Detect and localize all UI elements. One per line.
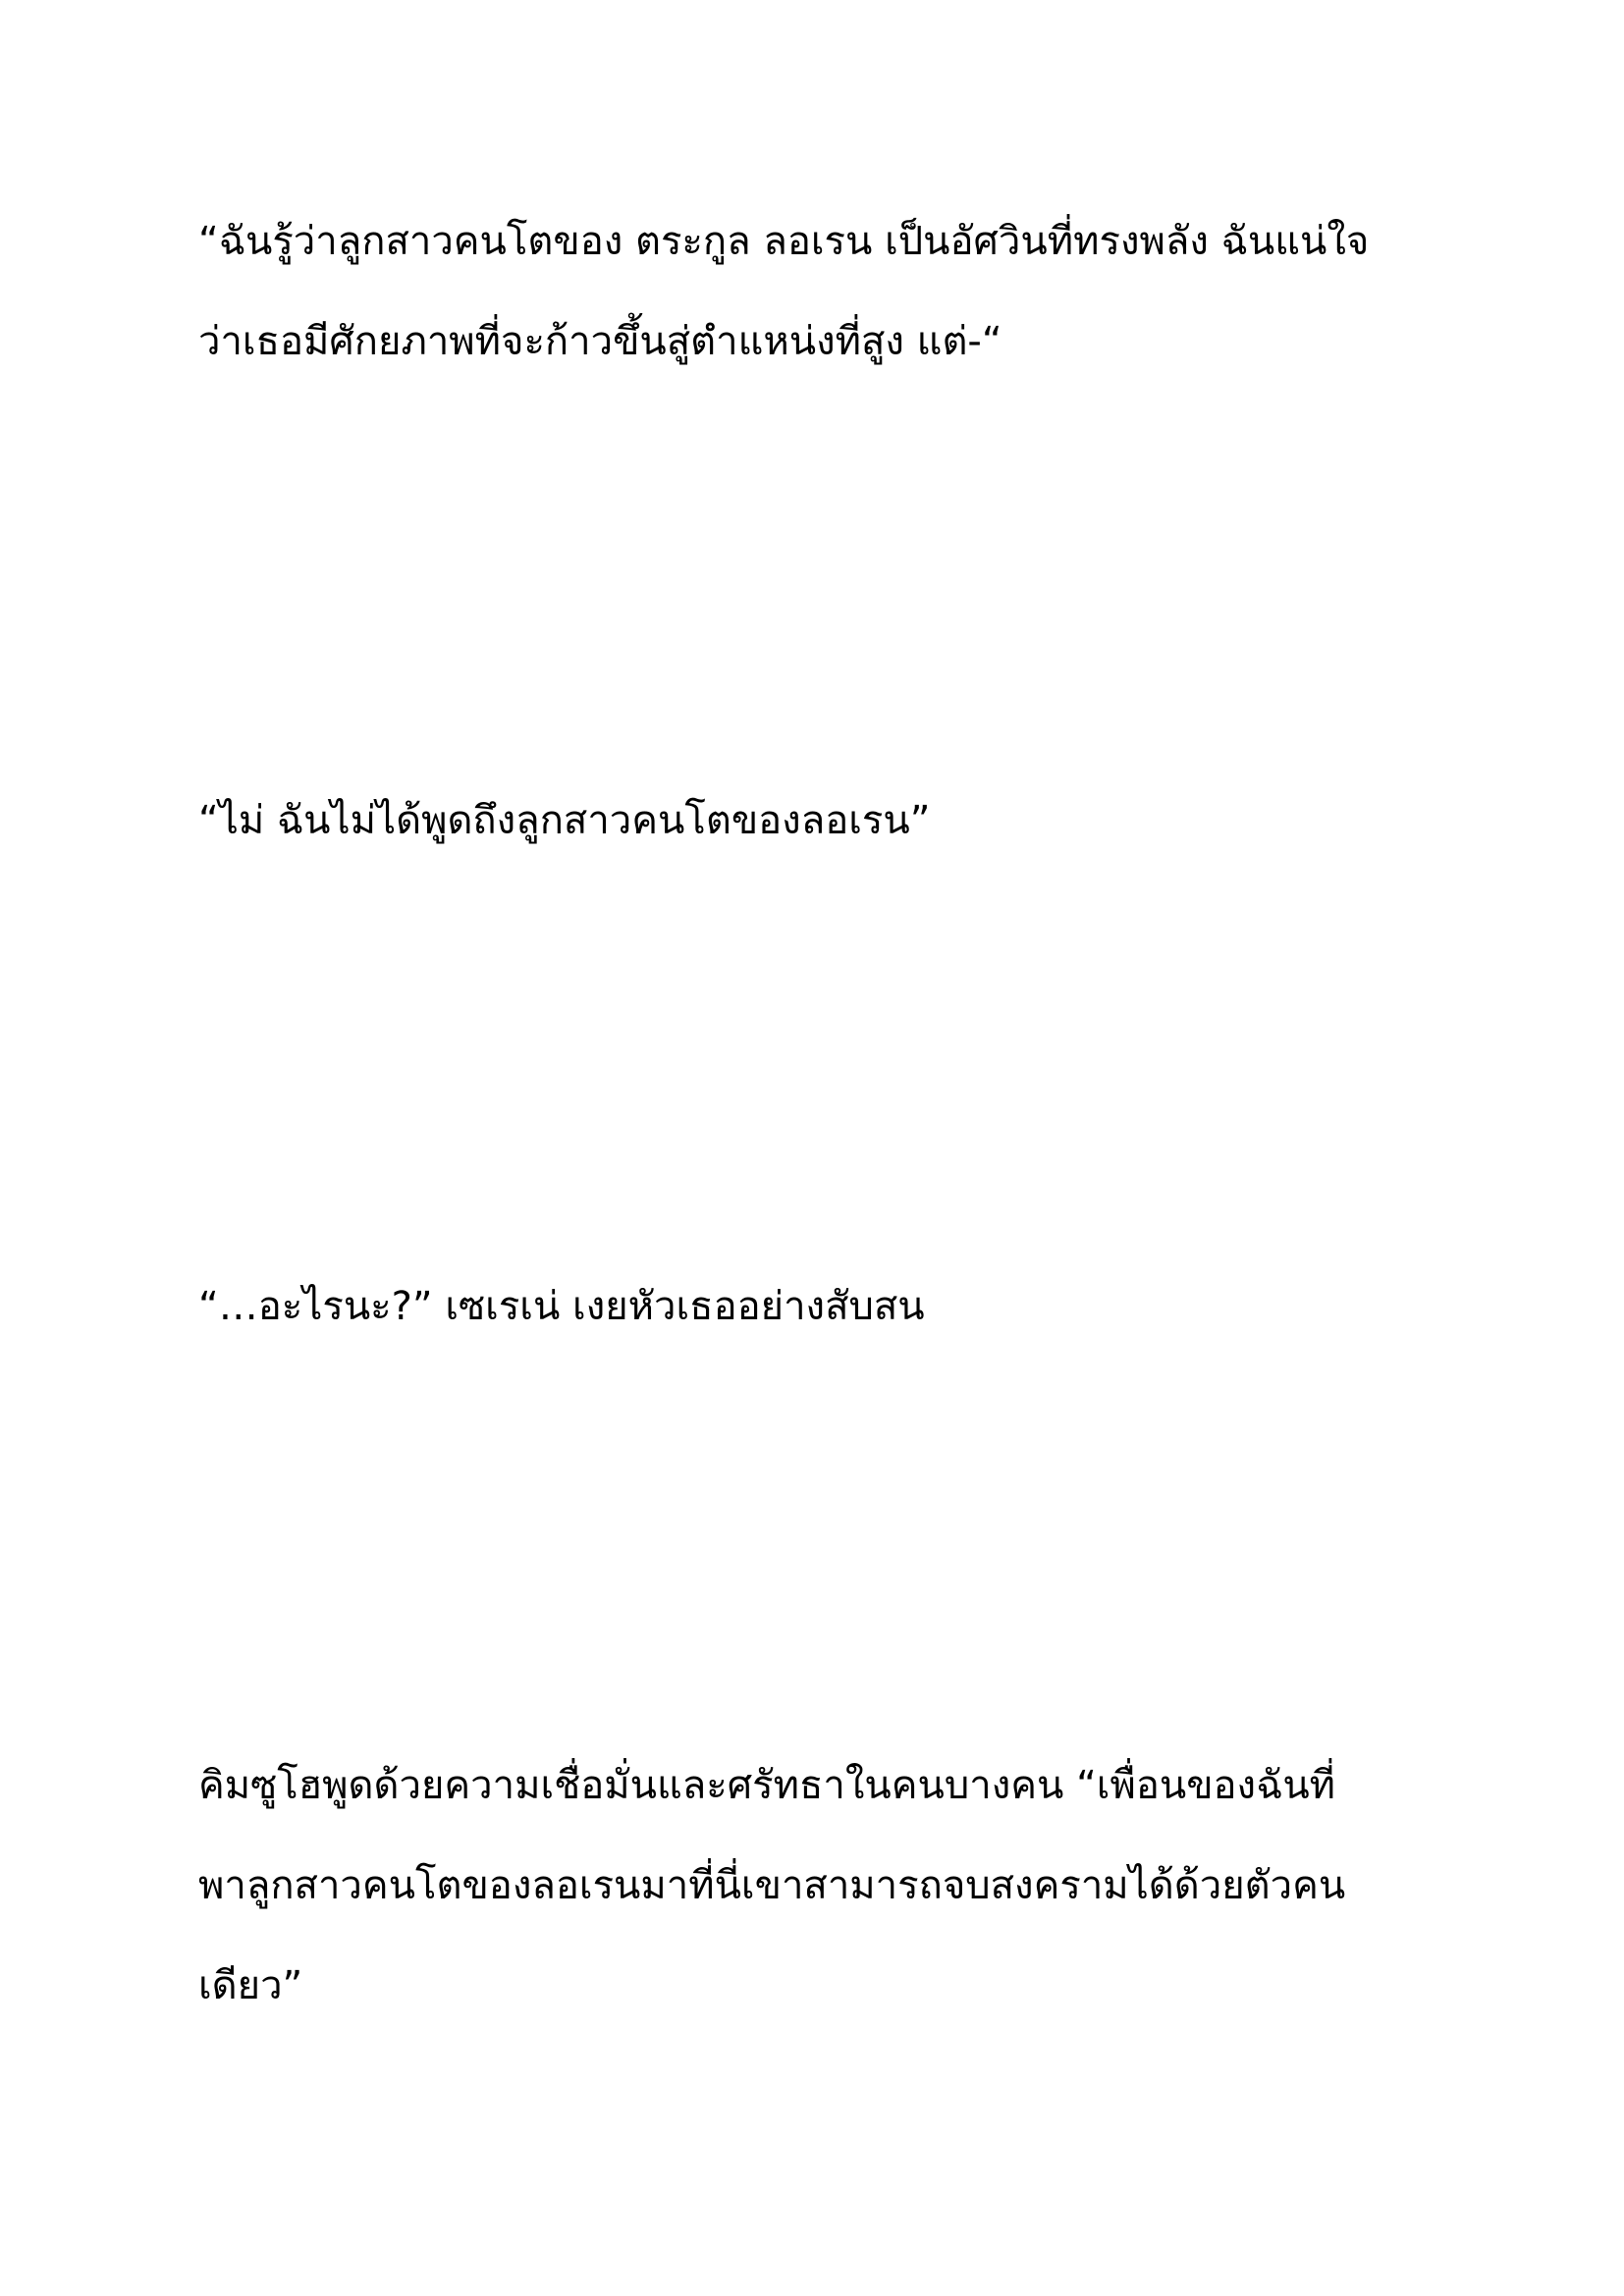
paragraph-line: “ฉันรู้ว่าลูกสาวคนโตของ ตระกูล ลอเรน เป็นอัศวินที่ทรงพลัง ฉันแน่ใจ — [198, 219, 1370, 264]
paragraph-2 — [198, 771, 1475, 871]
paragraph-line: พาลูกสาวคนโตของลอเรนมาที่นี่เขาสามารถจบสงครามได้ด้วยตัวคน — [198, 1863, 1346, 1908]
paragraph-line: เดียว” — [198, 1963, 303, 2008]
paragraph-4 — [198, 1735, 1475, 2036]
paragraph-line: คิมซูโฮพูดด้วยความเชื่อมั่นและศรัทธาในคนบางคน “เพื่อนของฉันที่ — [198, 1763, 1336, 1808]
paragraph-line: “ไม่ ฉันไม่ได้พูดถึงลูกสาวคนโตของลอเรน” — [198, 798, 931, 843]
paragraph-line: “…อะไรนะ?” เซเรเน่ เงยหัวเธออย่างสับสน — [198, 1284, 925, 1329]
paragraph-1 — [198, 191, 1475, 392]
paragraph-3 — [198, 1256, 1475, 1357]
paragraph-line: ว่าเธอมีศักยภาพที่จะก้าวขึ้นสู่ตำแหน่งที่สูง แต่-“ — [198, 319, 1002, 364]
